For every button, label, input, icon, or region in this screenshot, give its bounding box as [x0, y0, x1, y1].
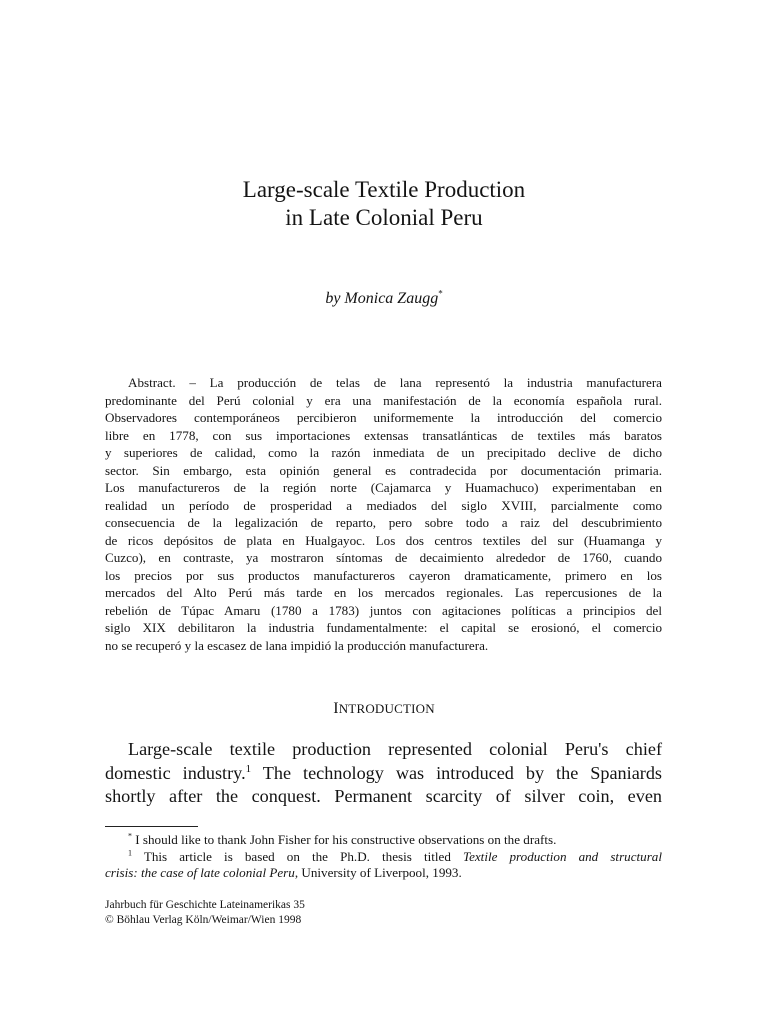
title-line-2: in Late Colonial Peru	[285, 205, 483, 230]
body-line: shortly after the conquest. Permanent scarcity of silver coin, even	[105, 786, 662, 806]
footnotes	[105, 832, 662, 882]
title-line-1: Large-scale Textile Production	[242, 177, 526, 202]
footnote-1-continuation	[105, 865, 662, 882]
footnote-star-marker: *	[128, 831, 132, 841]
body-line-2-start: domestic industry.	[105, 762, 246, 783]
body-line	[105, 762, 662, 786]
footnote-1-text-end: , University of Liverpool, 1993.	[294, 865, 462, 880]
publisher-copyright: © Böhlau Verlag Köln/Weimar/Wien 1998	[105, 914, 302, 926]
abstract-line: Cuzco), en contraste, ya mostraron síntomas de decaimiento alrededor de 1760, cuando	[105, 550, 662, 565]
abstract-line: rebelión de Túpac Amaru (1780 a 1783) juntos con agitaciones políticas a principios del	[105, 602, 662, 618]
abstract-line: Abstract. – La producción de telas de lana representó la industria manufacturera	[128, 375, 662, 390]
abstract-line: libre en 1778, con sus importaciones extensas transatlánticas de textiles más baratos	[105, 427, 662, 443]
abstract-line: realidad un período de prosperidad a mediados del siglo XVIII, parcialmente como	[105, 497, 662, 513]
footnote-1-thesis-title: Textile production and structural	[462, 848, 662, 864]
footnote-separator	[105, 826, 198, 827]
abstract-line: consecuencia de la legalización de reparto, pero sobre todo a raiz del descubrimiento	[105, 515, 662, 530]
footnote-1	[105, 849, 662, 866]
article-title	[0, 176, 768, 232]
abstract-line: de ricos depósitos de plata en Hualgayoc. Los dos centros textiles del sur (Huamanga y	[105, 532, 662, 548]
abstract-line: los precios por sus productos manufactureros cayeron dramaticamente, primero en los	[105, 567, 662, 583]
footnote-star-text: I should like to thank John Fisher for his constructive observations on the drafts.	[132, 832, 557, 847]
footnote-1-thesis-title-cont: crisis: the case of late colonial Peru	[105, 865, 295, 880]
author-byline	[0, 289, 768, 309]
footnote-1-text: This article is based on the Ph.D. thesis titled	[132, 848, 463, 864]
author-name: by Monica Zaugg	[325, 290, 439, 307]
abstract-line: no se recuperó y la escasez de lana impidió la producción manufacturera.	[105, 637, 489, 653]
footnote-star	[105, 832, 662, 849]
footnote-ref-1: 1	[245, 762, 252, 775]
abstract-paragraph	[105, 374, 662, 654]
abstract-line: mercados del Alto Perú más tarde en los mercados regionales. Las repercusiones de la	[105, 585, 662, 600]
journal-info	[105, 898, 305, 928]
heading-initial: I	[333, 700, 339, 717]
body-line-2-end: The technology was introduced by the Spaniards	[251, 762, 662, 783]
abstract-line: siglo XIX debilitaron la industria fundamentalmente: el capital se erosionó, el comercio	[105, 620, 662, 635]
journal-title: Jahrbuch für Geschichte Lateinamerikas 35	[105, 899, 305, 911]
abstract-line: Observadores contemporáneos percibieron uniformemente la introducción del comercio	[105, 410, 662, 425]
body-paragraph	[105, 738, 662, 809]
abstract-line: sector. Sin embargo, esta opinión general es contradecida por documentación primaria.	[105, 462, 662, 478]
body-line: Large-scale textile production represented colonial Peru's chief	[128, 739, 662, 759]
abstract-line: Los manufactureros de la región norte (Cajamarca y Huamachuco) experimentaban en	[105, 480, 662, 495]
section-heading-introduction	[0, 700, 768, 718]
abstract-line: y superiores de calidad, como la razón inmediata de un precipitado declive de dicho	[105, 445, 662, 460]
footnote-1-marker: 1	[128, 848, 132, 858]
abstract-line: predominante del Perú colonial y era una manifestación de la economía española rural.	[105, 392, 662, 408]
author-footnote-marker: *	[438, 288, 443, 299]
heading-rest: NTRODUCTION	[338, 701, 435, 716]
